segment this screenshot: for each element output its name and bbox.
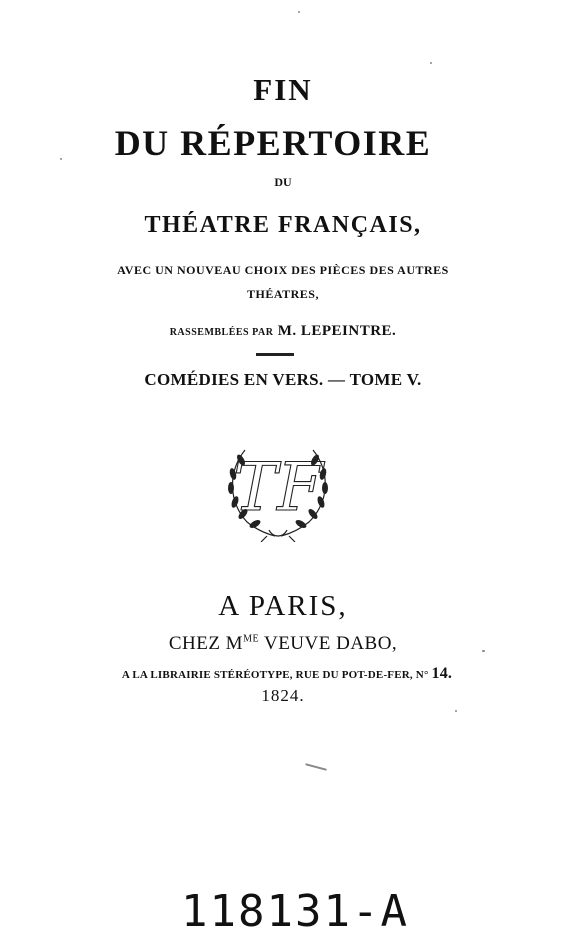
compiler-prefix: RASSEMBLÉES PAR (169, 327, 274, 338)
paper-speck (298, 11, 300, 13)
paper-speck (305, 763, 327, 771)
divider-rule (256, 353, 294, 356)
compiler-name: M. LEPEINTRE. (277, 323, 397, 339)
monogram-letters: TF (233, 449, 323, 526)
publisher-superscript: ME (243, 633, 260, 645)
compiler-line (0, 323, 566, 340)
imprint-city: A PARIS, (218, 590, 348, 622)
address-text: A LA LIBRAIRIE STÉRÉOTYPE, RUE DU POT-DE-FER, N° (121, 669, 432, 681)
imprint-address (4, 665, 566, 683)
title-du: DU (274, 175, 292, 189)
title-fin: FIN (253, 72, 313, 107)
paper-speck (455, 710, 457, 712)
title-theatre-francais: THÉATRE FRANÇAIS, (144, 212, 422, 238)
paper-speck (482, 650, 485, 652)
publisher-name: VEUVE DABO, (259, 633, 398, 654)
paper-speck (60, 158, 62, 160)
shelfmark-stamp: 118131-A (181, 886, 409, 937)
monogram-wreath-icon (217, 430, 339, 542)
subtitle-line-2: THÉATRES, (247, 287, 319, 301)
volume-line: COMÉDIES EN VERS. — TOME V. (144, 370, 422, 389)
imprint-year: 1824. (261, 686, 305, 705)
subtitle-line-1: AVEC UN NOUVEAU CHOIX DES PIÈCES DES AUTRES (117, 263, 449, 277)
paper-speck (430, 62, 432, 64)
title-repertoire: DU RÉPERTOIRE (114, 123, 432, 163)
publisher-prefix: CHEZ M (168, 633, 244, 654)
imprint-publisher (0, 633, 566, 655)
address-number: 14. (431, 665, 453, 682)
